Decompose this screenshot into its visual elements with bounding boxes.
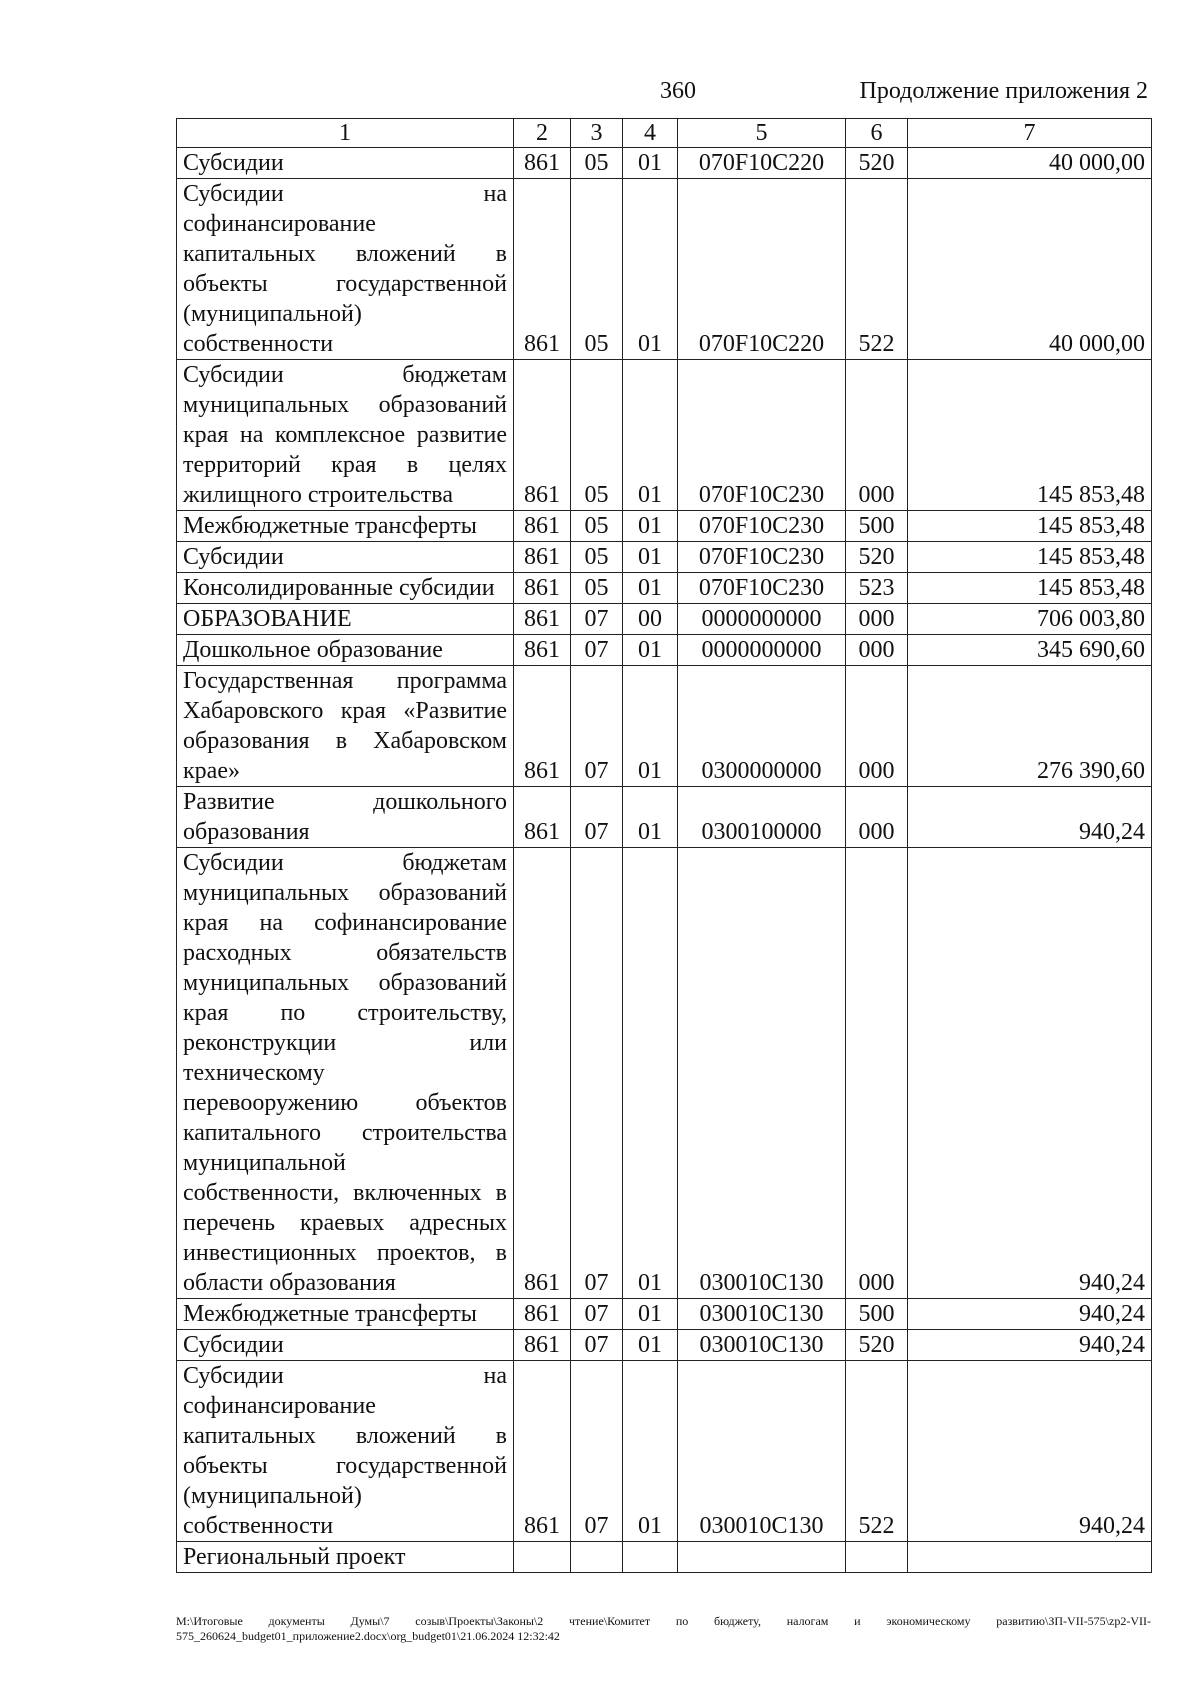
ministry-code-cell: 861 [514,635,571,666]
target-article-cell: 030010C130 [678,1299,846,1330]
target-article-cell: 070F10C230 [678,360,846,511]
ministry-code-cell: 861 [514,542,571,573]
expense-type-cell: 522 [846,1361,908,1542]
target-article-cell: 0300000000 [678,666,846,787]
row-description [177,573,514,604]
description-line: объекты государственной [183,1453,507,1479]
target-article-cell: 070F10C230 [678,511,846,542]
description-line: муниципальных образований [183,880,507,906]
row-description [177,511,514,542]
amount-cell: 345 690,60 [908,635,1152,666]
column-header: 7 [908,119,1152,148]
amount-cell: 145 853,48 [908,360,1152,511]
description-line: Государственная программа [183,668,507,694]
description-line: ОБРАЗОВАНИЕ [183,606,352,632]
section-code-cell: 07 [571,848,623,1299]
row-description [177,360,514,511]
row-description [177,1361,514,1542]
description-line: Субсидии на [183,181,507,207]
row-description [177,542,514,573]
target-article-cell: 070F10C230 [678,573,846,604]
table-row [177,511,1152,542]
table-row [177,635,1152,666]
section-code-cell: 05 [571,542,623,573]
description-line: муниципальных образований [183,392,507,418]
expense-type-cell: 500 [846,511,908,542]
subsection-code-cell: 01 [623,360,678,511]
description-line: капитальных вложений в [183,241,507,267]
section-code-cell: 05 [571,179,623,360]
expense-type-cell: 000 [846,787,908,848]
amount-cell: 145 853,48 [908,511,1152,542]
table-header-row [177,119,1152,148]
description-line: Субсидии на [183,1363,507,1389]
description-line: перечень краевых адресных [183,1210,507,1236]
ministry-code-cell: 861 [514,1299,571,1330]
target-article-cell: 030010C130 [678,848,846,1299]
section-code-cell: 05 [571,360,623,511]
page-header [0,74,1200,110]
description-line: Региональный проект [183,1544,406,1570]
subsection-code-cell: 01 [623,573,678,604]
section-code-cell: 07 [571,1299,623,1330]
subsection-code-cell: 01 [623,787,678,848]
column-header: 5 [678,119,846,148]
description-line: образования в Хабаровском [183,728,507,754]
description-line: жилищного строительства [183,482,453,508]
section-code-cell: 07 [571,1361,623,1542]
amount-cell: 940,24 [908,1299,1152,1330]
description-line: собственности [183,331,334,357]
ministry-code-cell: 861 [514,1361,571,1542]
table-row [177,573,1152,604]
expense-type-cell: 520 [846,542,908,573]
amount-cell: 145 853,48 [908,573,1152,604]
target-article-cell: 0000000000 [678,604,846,635]
target-article-cell: 030010C130 [678,1330,846,1361]
row-description [177,148,514,179]
description-line: (муниципальной) [183,301,362,327]
description-line: муниципальных образований [183,970,507,996]
amount-cell: 940,24 [908,1361,1152,1542]
expense-type-cell: 000 [846,604,908,635]
table-row [177,848,1152,1299]
ministry-code-cell: 861 [514,573,571,604]
description-line: Субсидии [183,544,284,570]
page-number: 360 [660,78,696,104]
amount-cell: 940,24 [908,787,1152,848]
table-row [177,542,1152,573]
expense-type-cell: 500 [846,1299,908,1330]
column-header: 4 [623,119,678,148]
description-line: Субсидии [183,1332,284,1358]
continuation-caption: Продолжение приложения 2 [859,78,1148,104]
subsection-code-cell: 01 [623,1299,678,1330]
description-line: расходных обязательств [183,940,507,966]
description-line: Консолидированные субсидии [183,575,495,601]
description-line: собственности, включенных в [183,1180,507,1206]
expense-type-cell: 000 [846,635,908,666]
description-line: Развитие дошкольного [183,789,507,815]
description-line: Дошкольное образование [183,637,443,663]
amount-cell: 40 000,00 [908,148,1152,179]
description-line: Субсидии [183,150,284,176]
section-code-cell: 05 [571,148,623,179]
description-line: муниципальной [183,1150,346,1176]
ministry-code-cell: 861 [514,848,571,1299]
table-body [177,148,1152,1573]
description-line: Межбюджетные трансферты [183,1301,477,1327]
description-line: софинансирование [183,211,376,237]
expense-type-cell: 520 [846,1330,908,1361]
subsection-code-cell [623,1542,678,1573]
description-line: Субсидии бюджетам [183,850,507,876]
column-header: 1 [177,119,514,148]
row-description [177,635,514,666]
table-row [177,1330,1152,1361]
description-line: Межбюджетные трансферты [183,513,477,539]
section-code-cell: 07 [571,604,623,635]
section-code-cell: 05 [571,573,623,604]
expense-type-cell: 523 [846,573,908,604]
amount-cell: 276 390,60 [908,666,1152,787]
subsection-code-cell: 01 [623,148,678,179]
target-article-cell: 0300100000 [678,787,846,848]
description-line: софинансирование [183,1393,376,1419]
ministry-code-cell: 861 [514,604,571,635]
subsection-code-cell: 01 [623,1330,678,1361]
expense-type-cell: 522 [846,179,908,360]
row-description [177,179,514,360]
table-row [177,787,1152,848]
description-line: Хабаровского края «Развитие [183,698,507,724]
row-description [177,848,514,1299]
row-description [177,604,514,635]
description-line: Субсидии бюджетам [183,362,507,388]
target-article-cell: 030010C130 [678,1361,846,1542]
description-line: крае» [183,758,240,784]
subsection-code-cell: 01 [623,1361,678,1542]
subsection-code-cell: 00 [623,604,678,635]
ministry-code-cell: 861 [514,511,571,542]
description-line: края на софинансирование [183,910,507,936]
section-code-cell [571,1542,623,1573]
ministry-code-cell [514,1542,571,1573]
expense-type-cell: 000 [846,666,908,787]
section-code-cell: 07 [571,666,623,787]
section-code-cell: 07 [571,787,623,848]
description-line: края на комплексное развитие [183,422,507,448]
target-article-cell: 070F10C230 [678,542,846,573]
description-line: капитального строительства [183,1120,507,1146]
ministry-code-cell: 861 [514,179,571,360]
table-row [177,1542,1152,1573]
section-code-cell: 05 [571,511,623,542]
description-line: техническому [183,1060,325,1086]
subsection-code-cell: 01 [623,542,678,573]
section-code-cell: 07 [571,635,623,666]
amount-cell [908,1542,1152,1573]
subsection-code-cell: 01 [623,848,678,1299]
footer-file-path: M:\Итоговые документы Думы\7 созыв\Проекты\Законы\2 чтение\Комитет по бюджету, налогам и экономическому развитию\ЗП-VII-575\zp2-VII-575_260624_budget01_приложение2.docx\org_budget01\21.06.2024 12:32:42 [176,1614,1151,1643]
description-line: капитальных вложений в [183,1423,507,1449]
subsection-code-cell: 01 [623,666,678,787]
column-header: 6 [846,119,908,148]
table-row [177,1361,1152,1542]
section-code-cell: 07 [571,1330,623,1361]
ministry-code-cell: 861 [514,360,571,511]
amount-cell: 940,24 [908,1330,1152,1361]
description-line: перевооружению объектов [183,1090,507,1116]
table-row [177,148,1152,179]
target-article-cell: 070F10C220 [678,179,846,360]
subsection-code-cell: 01 [623,179,678,360]
expense-type-cell [846,1542,908,1573]
expense-type-cell: 000 [846,360,908,511]
row-description [177,787,514,848]
target-article-cell: 070F10C220 [678,148,846,179]
row-description [177,1542,514,1573]
description-line: края по строительству, [183,1000,507,1026]
amount-cell: 940,24 [908,848,1152,1299]
subsection-code-cell: 01 [623,635,678,666]
description-line: территорий края в целях [183,452,507,478]
description-line: инвестиционных проектов, в [183,1240,507,1266]
table-row [177,666,1152,787]
target-article-cell [678,1542,846,1573]
table-row [177,1299,1152,1330]
subsection-code-cell: 01 [623,511,678,542]
table-row [177,604,1152,635]
column-header: 3 [571,119,623,148]
ministry-code-cell: 861 [514,787,571,848]
row-description [177,666,514,787]
ministry-code-cell: 861 [514,1330,571,1361]
description-line: объекты государственной [183,271,507,297]
expense-type-cell: 000 [846,848,908,1299]
amount-cell: 145 853,48 [908,542,1152,573]
amount-cell: 40 000,00 [908,179,1152,360]
table-row [177,179,1152,360]
description-line: образования [183,819,310,845]
expense-type-cell: 520 [846,148,908,179]
description-line: реконструкции или [183,1030,507,1056]
ministry-code-cell: 861 [514,666,571,787]
description-line: (муниципальной) [183,1483,362,1509]
row-description [177,1330,514,1361]
amount-cell: 706 003,80 [908,604,1152,635]
ministry-code-cell: 861 [514,148,571,179]
row-description [177,1299,514,1330]
description-line: области образования [183,1270,396,1296]
description-line: собственности [183,1513,334,1539]
column-header: 2 [514,119,571,148]
table-row [177,360,1152,511]
budget-table [176,118,1152,1573]
target-article-cell: 0000000000 [678,635,846,666]
